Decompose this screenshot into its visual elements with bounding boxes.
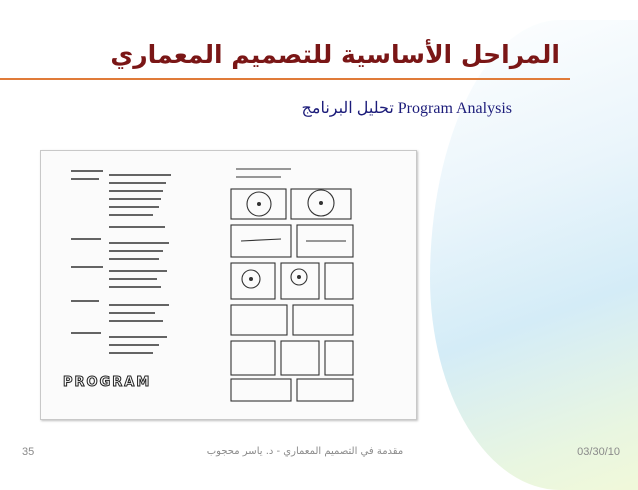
- program-analysis-sheet-image: [40, 150, 417, 420]
- sheet-diagram-panels: [231, 169, 353, 401]
- sheet-caption: PROGRAM: [63, 375, 152, 390]
- sheet-left-text-lines: [71, 171, 171, 353]
- page-number: 35: [22, 446, 35, 458]
- footer-author-text: مقدمة في التصميم المعماري - د. ياسر محجوب: [206, 446, 404, 457]
- slide-subtitle: تحليل البرنامج Program Analysis: [301, 100, 512, 117]
- title-divider: [0, 78, 570, 80]
- background-gradient-shape: [430, 20, 638, 490]
- slide-title: المراحل الأساسية للتصميم المعماري: [110, 40, 560, 69]
- footer-date: 03/30/10: [577, 446, 620, 458]
